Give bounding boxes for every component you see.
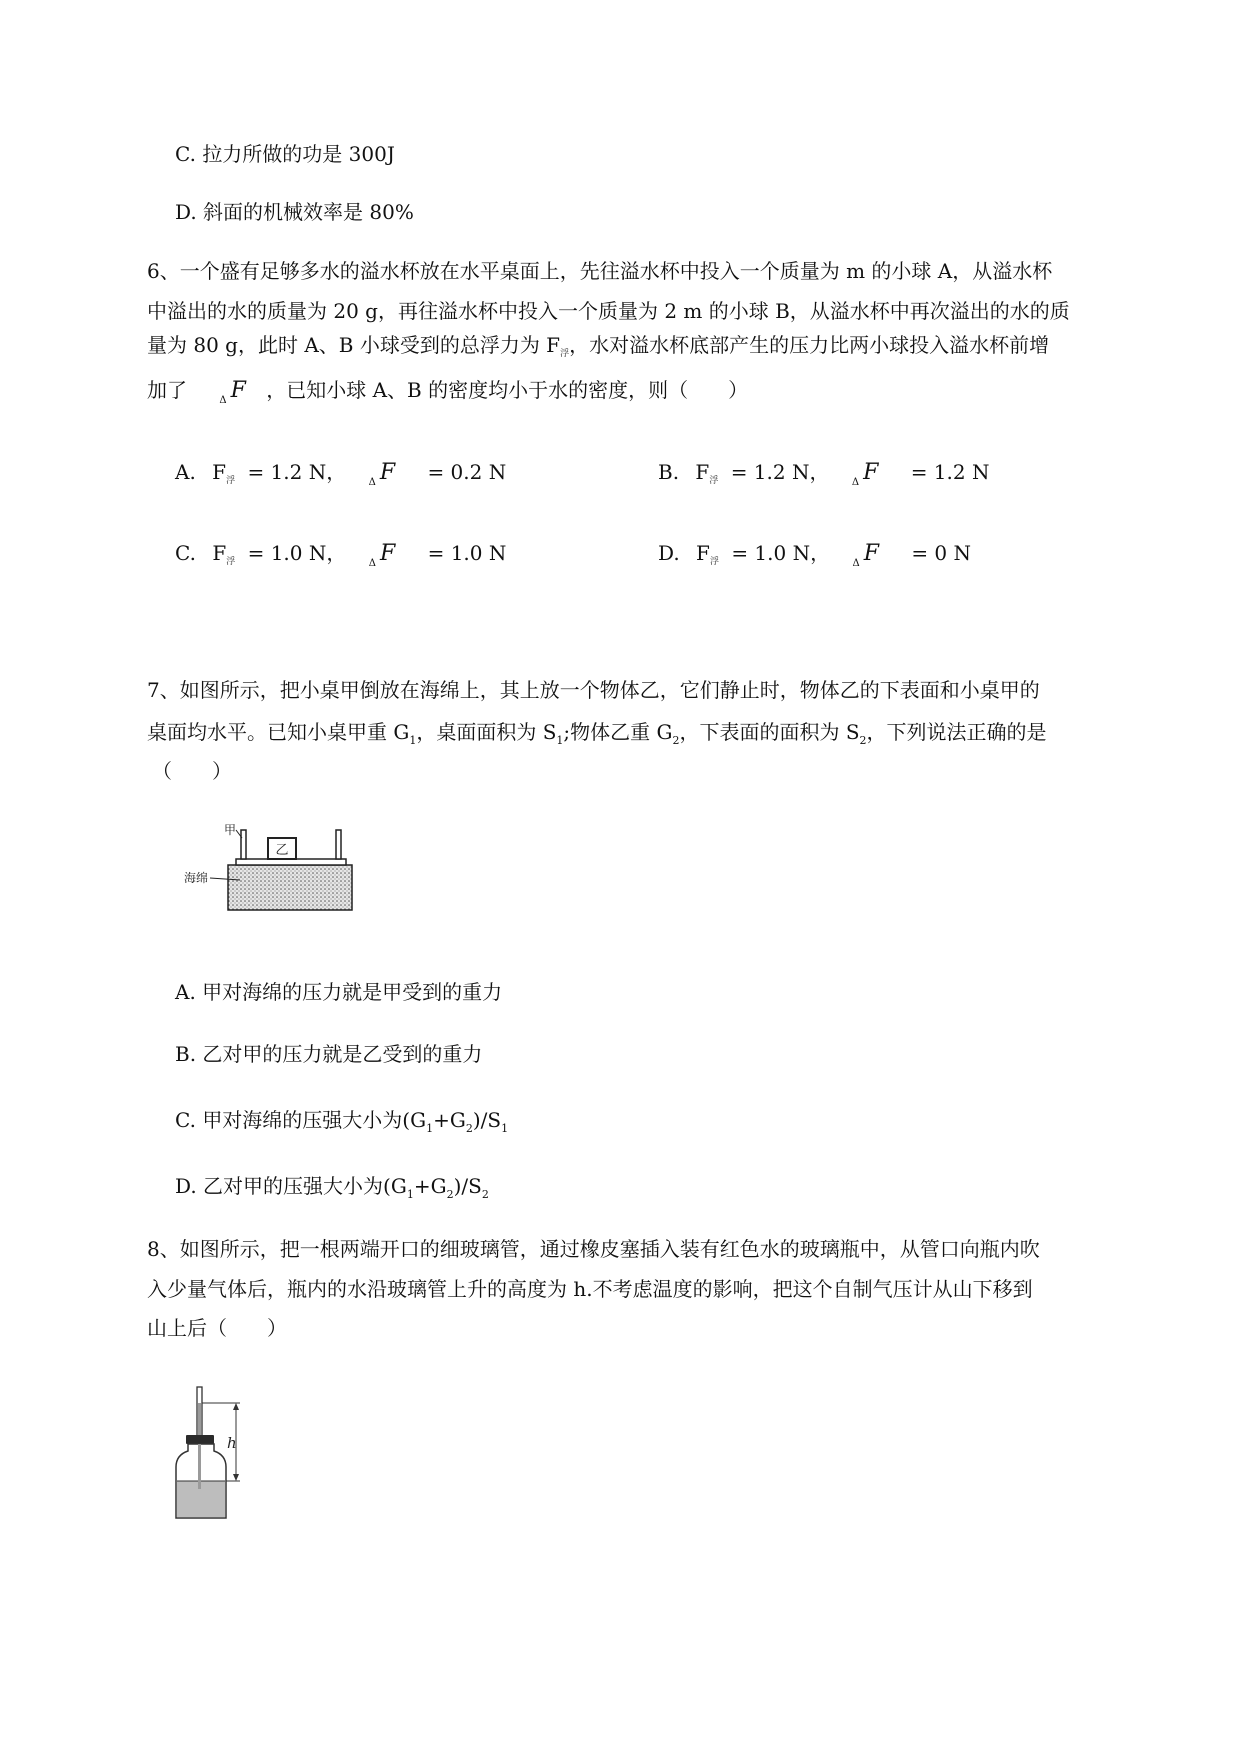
option-buoyancy: = 1.0 N， [247,541,347,565]
option-letter: C. [175,1108,196,1132]
sponge-block [228,865,352,910]
q6-line4-b: ，已知小球 A、B 的密度均小于水的密度，则（ ） [266,378,749,402]
option-letter: A. [175,460,196,484]
buoyancy-subscript: 浮 [226,557,236,567]
option-buoyancy: = 1.2 N， [247,460,347,484]
option-text: 斜面的机械效率是 80% [203,200,414,224]
option-text: 乙对甲的压力就是乙受到的重力 [202,1042,483,1066]
q7-option-c[interactable] [175,1106,508,1143]
subscript: 2 [859,734,867,747]
q7-stem-line-2 [147,718,1047,755]
table-leg-left [241,830,246,859]
delta-f-symbol: $_\Delta$ F [851,460,879,488]
subscript: 2 [465,1122,473,1135]
subscript: 1 [501,1122,509,1135]
q7-text: ，桌面面积为 S [416,720,557,744]
label-yi: 乙 [275,843,289,858]
q6-line4-a: 加了 [147,378,187,402]
buoyancy-subscript: 浮 [709,557,719,567]
subscript: 1 [426,1122,434,1135]
q6-line3-a: 量为 80 g，此时 A、B 小球受到的总浮力为 F [147,333,561,357]
q6-stem-line-1: 6、一个盛有足够多水的溢水杯放在水平桌面上，先往溢水杯中投入一个质量为 m 的小球 A，从溢水杯 [147,259,1053,283]
option-letter: C. [175,142,196,166]
q6-option-a[interactable] [175,458,506,497]
delta-f-symbol: $_\Delta$ F [368,460,396,488]
q7-answer-parens: （ ） [152,759,232,783]
q6-option-b[interactable] [658,458,989,497]
option-letter: D. [175,200,197,224]
option-letter: B. [175,1042,197,1066]
subscript: 1 [556,734,564,747]
q5-option-d[interactable] [175,198,414,226]
q7-text: ，下列说法正确的是 [866,720,1047,744]
q8-stem-line-3: 山上后（ ） [147,1316,287,1340]
q7-text: ，下表面的面积为 S [679,720,860,744]
option-delta-f: = 0.2 N [427,460,507,484]
subscript: 1 [409,734,417,747]
label-jia: 甲 [224,823,237,837]
option-text: )/S [472,1108,502,1132]
option-delta-f: = 0 N [911,541,972,565]
f-symbol: F [696,541,710,565]
option-letter: A. [175,980,196,1004]
q6-option-c[interactable] [175,539,506,578]
option-delta-f: = 1.2 N [910,460,990,484]
option-letter: B. [658,460,680,484]
option-text: +G [413,1174,447,1198]
buoyancy-subscript: 浮 [226,476,236,486]
subscript: 2 [672,734,680,747]
q6-option-d[interactable] [658,539,971,578]
q6-stem-line-2: 中溢出的水的质量为 20 g，再往溢水杯中投入一个质量为 2 m 的小球 B，从溢水杯中再次溢出的水的质 [147,299,1070,323]
buoyancy-subscript: 浮 [709,476,719,486]
f-symbol: F [212,460,227,484]
option-buoyancy: = 1.0 N， [731,541,831,565]
option-text: 甲对海绵的压力就是甲受到的重力 [202,980,503,1004]
f-symbol: F [212,541,227,565]
delta-f-symbol: $_\Delta$ F [852,541,879,569]
q7-stem-line-1: 7、如图所示，把小桌甲倒放在海绵上，其上放一个物体乙，它们静止时，物体乙的下表面和小桌甲的 [147,678,1040,702]
option-buoyancy: = 1.2 N， [730,460,830,484]
option-text: 乙对甲的压强大小为(G [203,1174,407,1198]
q6-stem-line-3 [147,331,1049,368]
delta-f-symbol: $_\Delta$ F [219,378,246,406]
label-sponge: 海绵 [184,871,209,885]
table-on-sponge-figure [184,820,354,912]
option-text: +G [433,1108,466,1132]
f-symbol: F [695,460,710,484]
q7-option-a[interactable] [175,978,502,1006]
option-text: 甲对海绵的压强大小为(G [202,1108,427,1132]
barometer-figure [170,1385,250,1525]
option-letter: D. [658,541,680,565]
option-letter: C. [175,541,196,565]
subscript: 2 [481,1188,489,1201]
label-h: h [227,1434,237,1452]
q7-text: 桌面均水平。已知小桌甲重 G [147,720,410,744]
q7-option-d[interactable] [175,1172,489,1209]
q8-stem-line-1: 8、如图所示，把一根两端开口的细玻璃管，通过橡皮塞插入装有红色水的玻璃瓶中，从管口向瓶内吹 [147,1237,1040,1261]
subscript: 1 [406,1188,414,1201]
q8-stem-line-2: 入少量气体后，瓶内的水沿玻璃管上升的高度为 h.不考虑温度的影响，把这个自制气压计从山下移到 [147,1277,1033,1301]
delta-f-symbol: $_\Delta$ F [368,541,396,569]
q5-option-c[interactable] [175,140,395,168]
option-text: 拉力所做的功是 300J [202,142,395,166]
q7-option-b[interactable] [175,1040,482,1068]
subscript: 2 [446,1188,454,1201]
buoyancy-subscript: 浮 [560,349,570,359]
option-text: )/S [453,1174,482,1198]
table-leg-right [336,830,341,859]
option-delta-f: = 1.0 N [427,541,507,565]
option-letter: D. [175,1174,197,1198]
q7-text: ;物体乙重 G [563,720,673,744]
q6-stem-line-4 [147,376,748,415]
q6-line3-b: ，水对溢水杯底部产生的压力比两小球投入溢水杯前增 [569,333,1050,357]
rubber-stopper [186,1435,214,1444]
